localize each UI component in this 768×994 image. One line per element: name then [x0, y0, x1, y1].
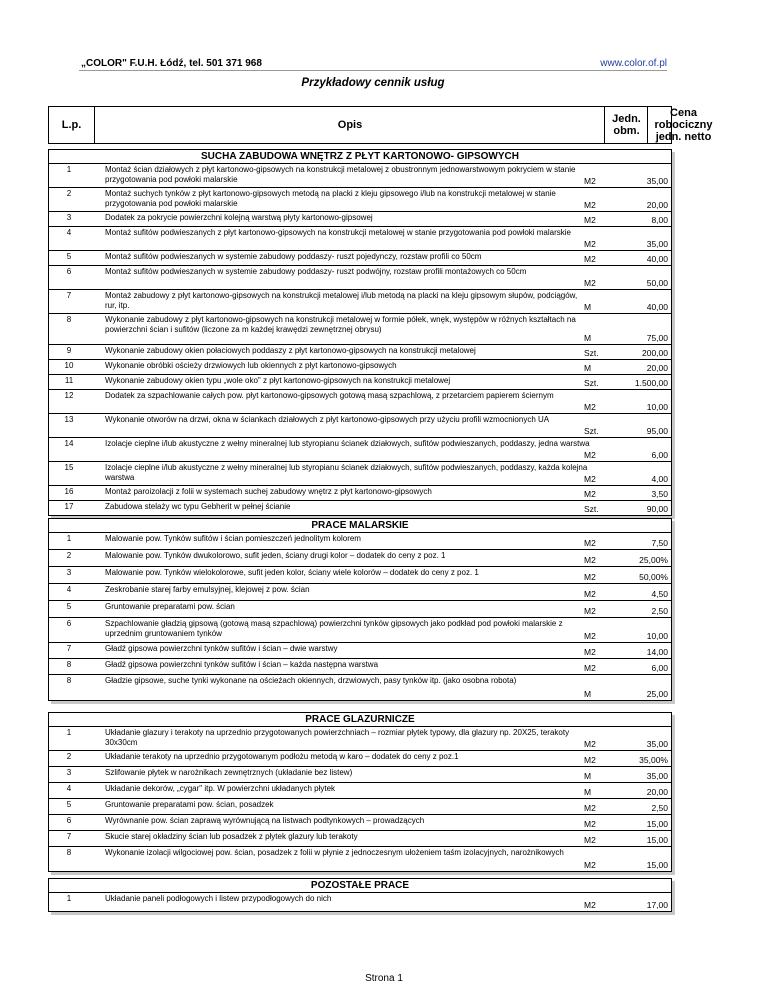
row-unit: M2	[584, 803, 596, 813]
row-unit: M2	[584, 555, 596, 565]
row-price: 90,00	[646, 504, 668, 514]
row-unit: M2	[584, 631, 596, 641]
table-row	[49, 618, 671, 643]
table-row	[49, 799, 671, 815]
table-row	[49, 847, 671, 871]
row-unit: M2	[584, 254, 596, 264]
row-lp: 5	[66, 252, 72, 261]
row-description: Układanie paneli podłogowych i listew przypodłogowych do nich	[105, 894, 332, 903]
row-description: Gruntowanie preparatami pow. ścian, posadzek	[105, 800, 274, 809]
row-price: 4,00	[651, 474, 668, 484]
row-unit: M	[584, 787, 592, 797]
row-price: 10,00	[646, 402, 668, 412]
row-unit: Szt.	[584, 504, 599, 514]
row-price: 14,00	[646, 647, 668, 657]
table-row	[49, 188, 671, 212]
row-description: Układanie glazury i terakoty na uprzednio przygotowanych powierzchniach – rozmiar płytek typowy, dla glazury np. 20X25, terakoty 30x30cm	[105, 728, 570, 747]
row-unit: M2	[584, 239, 596, 249]
table-row	[49, 251, 671, 266]
row-unit: M2	[584, 474, 596, 484]
row-lp: 3	[66, 568, 72, 577]
row-unit: M2	[584, 450, 596, 460]
row-description: Gładź gipsowa powierzchni tynków sufitów i ścian – dwie warstwy	[105, 644, 338, 653]
row-price: 20,00	[646, 363, 668, 373]
section-title: PRACE GLAZURNICZE	[49, 713, 671, 727]
row-description: Montaż suchych tynków z płyt kartonowo-gipsowych metodą na placki z kleju gipsowego i/lub na konstrukcji metalowej w stanie przygotowania pod powłoki malarskie	[105, 189, 556, 208]
column-cena: Cena robociczny jedn. netto	[647, 107, 719, 143]
row-unit: M2	[584, 538, 596, 548]
row-price: 20,00	[646, 787, 668, 797]
row-description: Montaż sufitów podwieszanych w systemie zabudowy poddaszy- ruszt pojedynczy, rozstaw profili co 50cm	[105, 252, 482, 261]
row-description: Izolacje cieplne i/lub akustyczne z wełny mineralnej lub styropianu ścianek działowych, sufitów podwieszanych, poddaszy, każda kolejna warstwa	[105, 463, 588, 482]
row-price: 17,00	[646, 900, 668, 910]
table-column-header	[48, 106, 713, 144]
row-unit: Szt.	[584, 348, 599, 358]
row-lp: 3	[66, 768, 72, 777]
row-description: Gruntowanie preparatami pow. ścian	[105, 602, 235, 611]
row-price: 95,00	[646, 426, 668, 436]
row-description: Dodatek za pokrycie powierzchni kolejną warstwą płyty kartonowo-gipsowej	[105, 213, 373, 222]
row-description: Malowanie pow. Tynków sufitów i ścian pomieszczeń jednolitym kolorem	[105, 534, 361, 543]
table-row	[49, 831, 671, 847]
row-price: 25,00%	[639, 555, 668, 565]
row-lp: 7	[66, 832, 72, 841]
row-price: 35,00	[646, 739, 668, 749]
row-price: 35,00%	[639, 755, 668, 765]
table-row	[49, 462, 671, 486]
row-price: 3,50	[651, 489, 668, 499]
row-lp: 9	[66, 346, 72, 355]
row-price: 40,00	[646, 254, 668, 264]
row-price: 7,50	[651, 538, 668, 548]
row-price: 6,00	[651, 450, 668, 460]
column-opis: Opis	[94, 107, 605, 143]
website-link[interactable]: www.color.of.pl	[600, 58, 667, 69]
row-unit: M2	[584, 663, 596, 673]
table-row	[49, 727, 671, 751]
row-description: Montaż ścian działowych z płyt kartonowo-gipsowych na konstrukcji metalowej z obustronnym jednowarstwowym pokryciem w stanie przygotowania pod powłoki malarskie	[105, 165, 576, 184]
row-unit: M2	[584, 739, 596, 749]
table-row	[49, 227, 671, 251]
row-description: Izolacje cieplne i/lub akustyczne z wełny mineralnej lub styropianu ścianek działowych, sufitów podwieszanych, poddaszy, jedna warstwa	[105, 439, 590, 448]
section-pozostale-prace	[48, 878, 672, 912]
row-description: Skucie starej okładziny ścian lub posadzek z płytek glazury lub terakoty	[105, 832, 358, 841]
table-row	[49, 659, 671, 675]
row-lp: 8	[66, 676, 72, 685]
row-price: 75,00	[646, 333, 668, 343]
company-header: „COLOR" F.U.H. Łódź, tel. 501 371 968	[81, 58, 262, 69]
row-lp: 7	[66, 291, 72, 300]
table-row	[49, 360, 671, 375]
row-description: Zabudowa stelaży wc typu Gebherit w pełnej ścianie	[105, 502, 291, 511]
row-unit: M2	[584, 647, 596, 657]
table-row	[49, 893, 671, 911]
table-row	[49, 501, 671, 515]
row-lp: 6	[66, 816, 72, 825]
row-unit: M2	[584, 489, 596, 499]
row-unit: M2	[584, 572, 596, 582]
row-unit: M2	[584, 402, 596, 412]
table-row	[49, 601, 671, 618]
row-unit: Szt.	[584, 426, 599, 436]
row-lp: 8	[66, 660, 72, 669]
table-row	[49, 751, 671, 767]
row-description: Układanie dekorów, „cygar" itp. W powierzchni układanych płytek	[105, 784, 336, 793]
section-title: PRACE MALARSKIE	[49, 519, 671, 533]
row-lp: 4	[66, 585, 72, 594]
row-lp: 11	[64, 376, 74, 385]
row-description: Gładzie gipsowe, suche tynki wykonane na ościeżach okiennych, drzwiowych, pasy tynków itp. (jako osobna robota)	[105, 676, 517, 685]
row-unit: M2	[584, 200, 596, 210]
row-price: 20,00	[646, 200, 668, 210]
section-sucha-zabudowa	[48, 149, 672, 516]
section-title: POZOSTAŁE PRACE	[49, 879, 671, 893]
table-row	[49, 375, 671, 390]
row-lp: 12	[64, 391, 74, 400]
row-description: Wykonanie zabudowy z płyt kartonowo-gipsowych na konstrukcji metalowej w formie półek, wnęk, występów w różnych kształtach na powierzchni ścian i sufitów (liczone za m każdej krawędzi zewnętrznej obrysu)	[105, 315, 576, 334]
table-row	[49, 314, 671, 345]
row-description: Zeskrobanie starej farby emulsyjnej, klejowej z pow. ścian	[105, 585, 310, 594]
table-row	[49, 438, 671, 462]
row-price: 40,00	[646, 302, 668, 312]
row-unit: M	[584, 689, 592, 699]
row-description: Wykonanie zabudowy okien typu „wole oko" z płyt kartonowo-gipsowych na konstrukcji metalowej	[105, 376, 451, 385]
row-price: 8,00	[651, 215, 668, 225]
row-unit: M	[584, 302, 592, 312]
table-row	[49, 550, 671, 567]
row-price: 35,00	[646, 176, 668, 186]
table-row	[49, 643, 671, 659]
row-price: 35,00	[646, 239, 668, 249]
table-row	[49, 290, 671, 314]
table-row	[49, 783, 671, 799]
row-description: Malowanie pow. Tynków dwukolorowo, sufit jeden, ściany drugi kolor – dodatek do ceny z poz. 1	[105, 551, 446, 560]
row-price: 50,00	[646, 278, 668, 288]
row-price: 15,00	[646, 860, 668, 870]
row-unit: M2	[584, 589, 596, 599]
table-row	[49, 675, 671, 700]
row-lp: 14	[64, 439, 74, 448]
row-unit: M2	[584, 606, 596, 616]
table-row	[49, 584, 671, 601]
row-lp: 1	[66, 728, 72, 737]
row-price: 200,00	[642, 348, 668, 358]
row-unit: Szt.	[584, 378, 599, 388]
row-description: Wykonanie otworów na drzwi, okna w ściankach działowych z płyt kartonowo-gipsowych przy użyciu profili wzmocnionych UA	[105, 415, 550, 424]
row-description: Montaż paroizolacji z folii w systemach suchej zabudowy wnętrz z płyt kartonowo-gipsowych	[105, 487, 432, 496]
table-row	[49, 266, 671, 290]
row-lp: 1	[66, 165, 72, 174]
table-row	[49, 164, 671, 188]
table-row	[49, 486, 671, 501]
row-price: 10,00	[646, 631, 668, 641]
row-lp: 16	[64, 487, 74, 496]
row-price: 35,00	[646, 771, 668, 781]
row-lp: 2	[66, 551, 72, 560]
row-description: Malowanie pow. Tynków wielokolorowe, sufit jeden kolor, ściany wiele kolorów – dodatek do ceny z poz. 1	[105, 568, 479, 577]
row-lp: 1	[66, 534, 72, 543]
row-unit: M	[584, 363, 592, 373]
row-price: 50,00%	[639, 572, 668, 582]
row-unit: M	[584, 333, 592, 343]
row-price: 1.500,00	[634, 378, 668, 388]
table-row	[49, 533, 671, 550]
row-price: 2,50	[651, 606, 668, 616]
row-unit: M2	[584, 819, 596, 829]
table-row	[49, 815, 671, 831]
row-lp: 6	[66, 267, 72, 276]
row-lp: 7	[66, 644, 72, 653]
row-description: Montaż zabudowy z płyt kartonowo-gipsowych na konstrukcji metalowej i/lub metodą na placki na kleju gipsowym słupów, podciągów, rur, itp.	[105, 291, 578, 310]
row-lp: 2	[66, 752, 72, 761]
row-price: 2,50	[651, 803, 668, 813]
page-subtitle: Przykładowy cennik usług	[301, 77, 445, 89]
section-prace-glazurnicze	[48, 712, 672, 872]
row-price: 6,00	[651, 663, 668, 673]
row-unit: M2	[584, 900, 596, 910]
row-unit: M2	[584, 278, 596, 288]
row-lp: 8	[66, 848, 72, 857]
row-description: Wykonanie izolacji wilgociowej pow. ścian, posadzek z folii w płynie z jednoczesnym ułożeniem taśm izolacyjnych, narożnikowych	[105, 848, 564, 857]
table-row	[49, 567, 671, 584]
row-lp: 5	[66, 800, 72, 809]
row-description: Wykonanie obróbki ościeży drzwiowych lub okiennych z płyt kartonowo-gipsowych	[105, 361, 397, 370]
table-row	[49, 345, 671, 360]
row-price: 25,00	[646, 689, 668, 699]
header-divider	[79, 70, 667, 71]
table-row	[49, 212, 671, 227]
column-lp: L.p.	[61, 119, 82, 131]
row-lp: 8	[66, 315, 72, 324]
row-unit: M2	[584, 860, 596, 870]
row-unit: M2	[584, 755, 596, 765]
row-lp: 1	[66, 894, 72, 903]
row-unit: M2	[584, 176, 596, 186]
row-description: Dodatek za szpachlowanie całych pow. płyt kartonowo-gipsowych gotową masą szpachlową, z przetarciem papierem ściernym	[105, 391, 554, 400]
table-row	[49, 414, 671, 438]
row-lp: 4	[66, 228, 72, 237]
row-description: Szpachlowanie gładzią gipsową (gotową masą szpachlową) powierzchni tynków gipsowych jako podkład pod powłoki malarskie z uprzednim gruntowaniem tynków	[105, 619, 563, 638]
row-unit: M2	[584, 215, 596, 225]
section-prace-malarskie	[48, 518, 672, 701]
row-lp: 5	[66, 602, 72, 611]
row-description: Montaż sufitów podwieszanych z płyt kartonowo-gipsowych na konstrukcji metalowej w stanie przygotowania pod powłoki malarskie	[105, 228, 571, 237]
table-row	[49, 767, 671, 783]
row-unit: M2	[584, 835, 596, 845]
row-lp: 10	[64, 361, 74, 370]
row-lp: 3	[66, 213, 72, 222]
row-lp: 15	[64, 463, 74, 472]
row-description: Wykonanie zabudowy okien połaciowych poddaszy z płyt kartonowo-gipsowych na konstrukcji metalowej	[105, 346, 476, 355]
row-lp: 17	[64, 502, 74, 511]
section-title: SUCHA ZABUDOWA WNĘTRZ Z PŁYT KARTONOWO- GIPSOWYCH	[49, 150, 671, 164]
row-lp: 4	[66, 784, 72, 793]
row-lp: 2	[66, 189, 72, 198]
row-unit: M	[584, 771, 592, 781]
row-price: 15,00	[646, 819, 668, 829]
table-row	[49, 390, 671, 414]
row-lp: 6	[66, 619, 72, 628]
row-description: Wyrównanie pow. ścian zaprawą wyrównującą na listwach podtynkowych – prowadzących	[105, 816, 425, 825]
column-jednostka: Jedn. obm.	[604, 107, 648, 143]
row-description: Szlifowanie płytek w narożnikach zewnętrznych (układanie bez listew)	[105, 768, 353, 777]
row-description: Gładź gipsowa powierzchni tynków sufitów i ścian – każda następna warstwa	[105, 660, 379, 669]
row-price: 15,00	[646, 835, 668, 845]
row-description: Układanie terakoty na uprzednio przygotowanym podłożu metodą w karo – dodatek do ceny z poz.1	[105, 752, 459, 761]
row-description: Montaż sufitów podwieszanych w systemie zabudowy poddaszy- ruszt podwójny, rozstaw profili montażowych co 50cm	[105, 267, 527, 276]
row-price: 4,50	[651, 589, 668, 599]
page-number: Strona 1	[365, 973, 403, 984]
row-lp: 13	[64, 415, 74, 424]
